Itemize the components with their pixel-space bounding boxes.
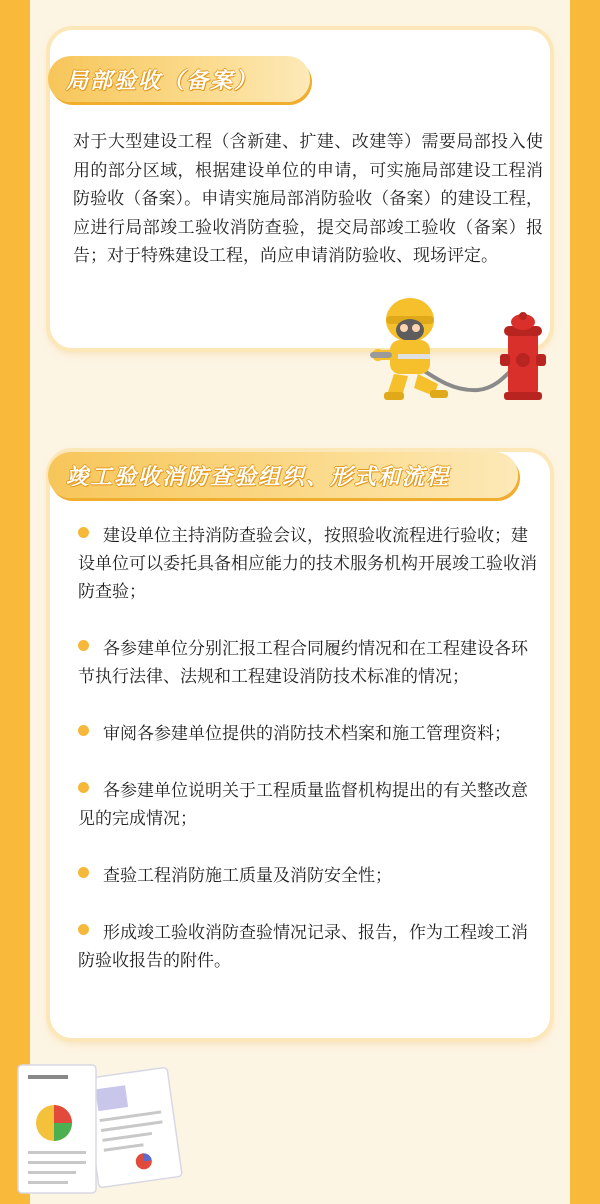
list-item: 各参建单位说明关于工程质量监督机构提出的有关整改意见的完成情况； — [78, 781, 528, 829]
list-item: 查验工程消防施工质量及消防安全性； — [78, 862, 544, 890]
list-item: 各参建单位分别汇报工程合同履约情况和在工程建设各环节执行法律、法规和工程建设消防技术标准的情况； — [78, 639, 528, 687]
procedure-list — [78, 522, 544, 1004]
bullet-icon — [78, 924, 89, 935]
right-border — [570, 0, 600, 1204]
documents-chart-icon — [10, 1055, 190, 1200]
list-item: 建设单位主持消防查验会议，按照验收流程进行验收；建设单位可以委托具备相应能力的技术服务机构开展竣工验收消防查验； — [78, 526, 537, 602]
bullet-icon — [78, 527, 89, 538]
bullet-icon — [78, 867, 89, 878]
section1-title: 局部验收（备案） — [66, 68, 259, 94]
firefighter-hydrant-icon — [368, 292, 550, 404]
left-border — [0, 0, 30, 1204]
section2-title: 竣工验收消防查验组织、形式和流程 — [66, 464, 451, 490]
section1-title-pill — [48, 56, 310, 102]
bullet-icon — [78, 782, 89, 793]
section1-body: 对于大型建设工程（含新建、扩建、改建等）需要局部投入使用的部分区域，根据建设单位的申请，可实施局部建设工程消防验收（备案）。申请实施局部消防验收（备案）的建设工程，应进行局部竣工验收消防查验，提交局部竣工验收（备案）报告；对于特殊建设工程，尚应申请消防验收、现场评定。 — [73, 132, 543, 266]
bullet-icon — [78, 640, 89, 651]
list-item: 形成竣工验收消防查验情况记录、报告，作为工程竣工消防验收报告的附件。 — [78, 923, 528, 971]
bullet-icon — [78, 725, 89, 736]
list-item: 审阅各参建单位提供的消防技术档案和施工管理资料； — [78, 720, 544, 748]
section2-title-pill — [48, 452, 518, 498]
